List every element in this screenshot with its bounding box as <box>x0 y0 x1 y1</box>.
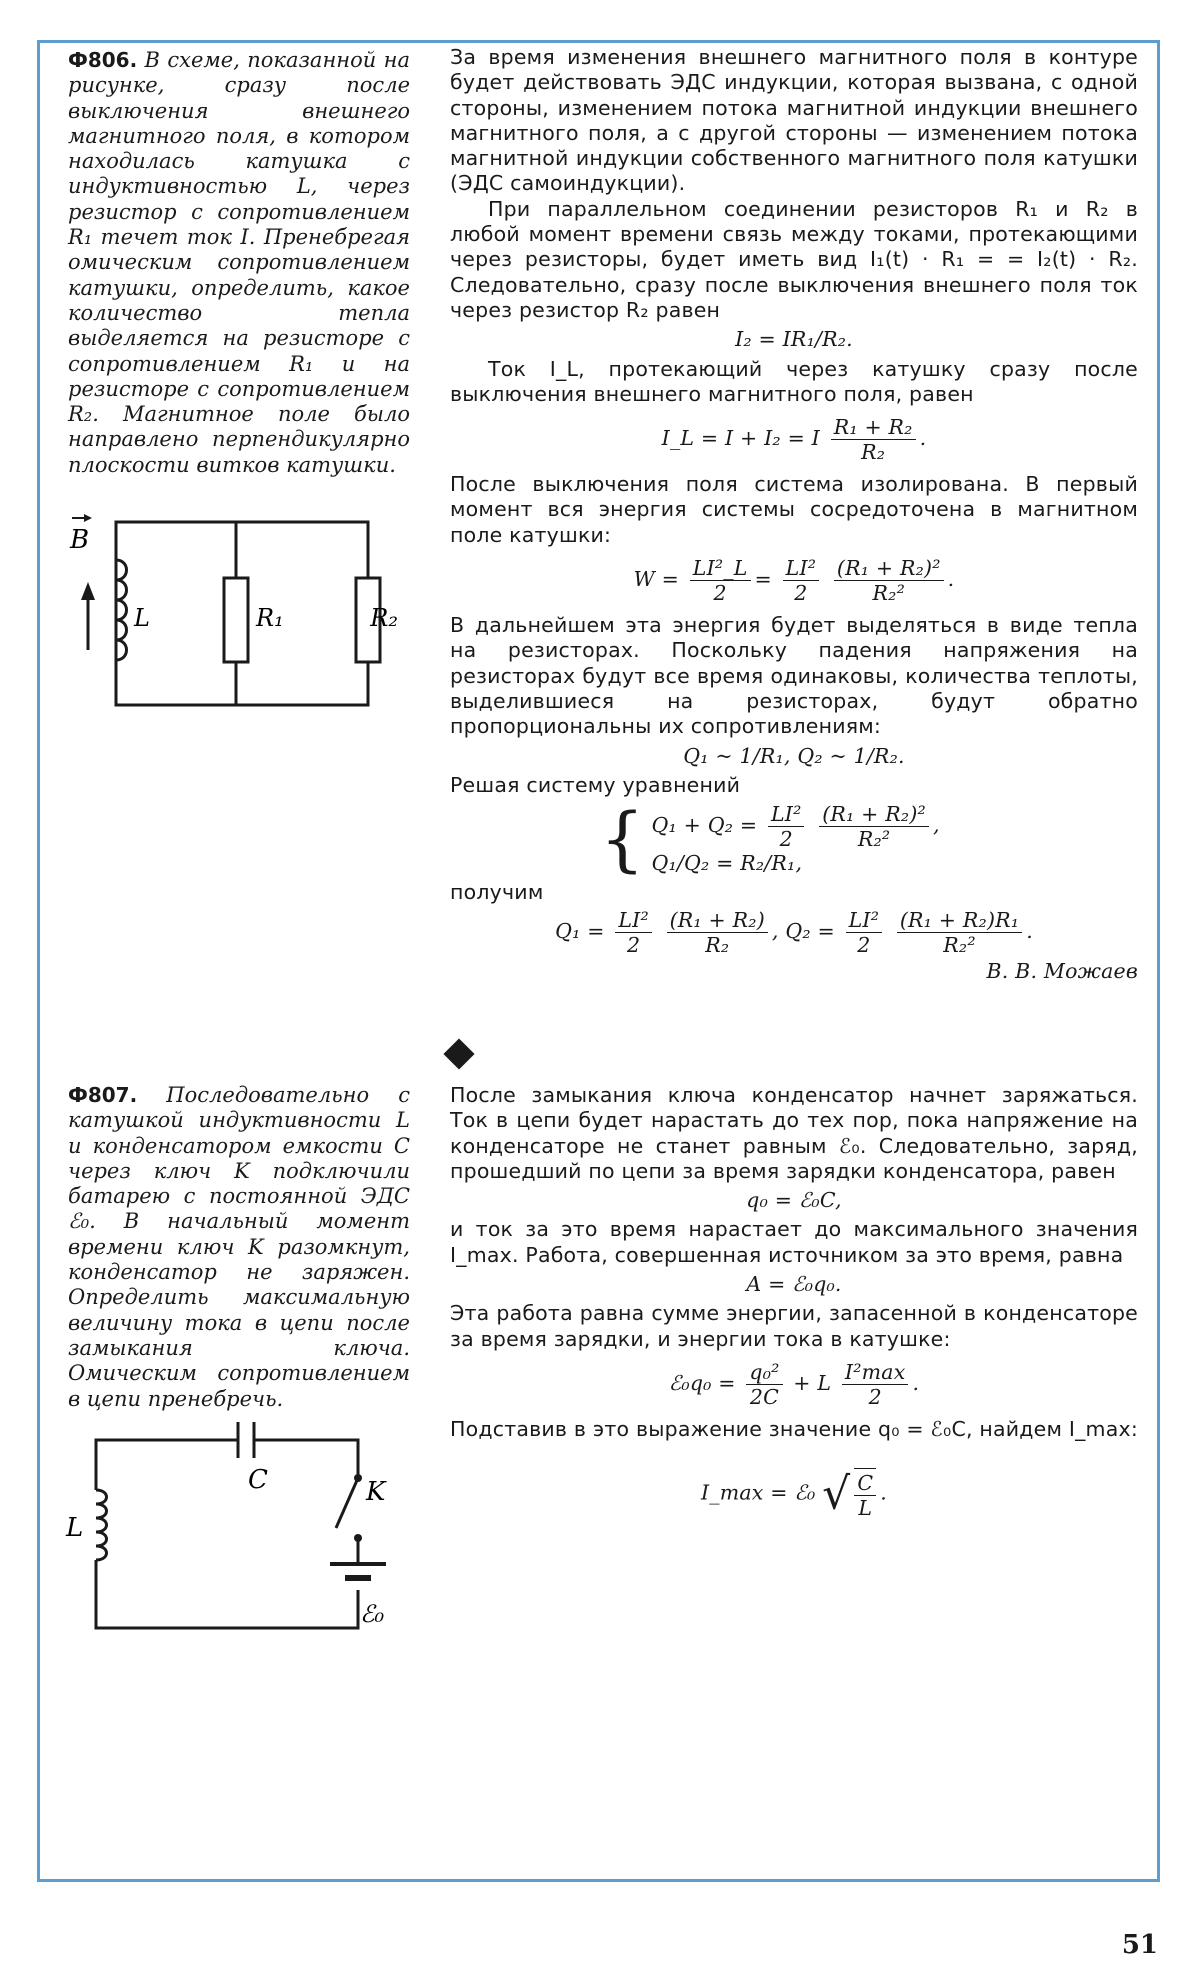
eq806-1: I₂ = IR₁/R₂. <box>735 327 853 352</box>
sol806-p1: За время изменения внешнего магнитного поля в контуре будет действовать ЭДС индукции, которая вызвана, с одной стороны, изменением потока магнитной индукции внешнего магнитного поля, а с другой стороны — изменением потока магнитной индукции собственного магнитного поля катушки (ЭДС самоиндукции). <box>450 45 1138 196</box>
sol806-p5: В дальнейшем эта энергия будет выделяться в виде тепла на резисторах. Поскольку падения напряжения на резисторах будут все время одинаковы, количества теплоты, выделившиеся на резисторах, будут обратно пропорциональны их сопротивлениям: <box>450 613 1138 739</box>
eq806-4: Q₁ ~ 1/R₁, Q₂ ~ 1/R₂. <box>683 743 905 768</box>
sol806-p7: получим <box>450 880 544 905</box>
eq807-3: ℰ₀q₀ = $\frac{\text{q₀²}}{2C}$ + L $\frac{\text{I²max}}{2}$ . <box>668 1359 920 1409</box>
problem-806-text: В схеме, показанной на рисунке, сразу после выключения внешнего магнитного поля, в котором находилась катушка с индуктивностью L, через резистор с сопротивлением R₁ течет ток I. Пренебрегая омическим сопротивлением катушки, определить, какое количество тепла выделяется на резисторе с сопротивлением R₁ и на резисторе с сопротивлением R₂. Магнитное поле было направлено перпендикулярно плоскости витков катушки. <box>68 48 410 477</box>
resistor-r1 <box>224 578 248 662</box>
sol807-p4: Подставив в это выражение значение q₀ = ℰ₀C, найдем I_max: <box>450 1416 1138 1441</box>
eq806-system: { Q₁ + Q₂ = $\frac{\text{LI²}}{2}$ $\frac{\text{(R₁ + R₂)²}}{\text{R₂²}}$ , Q₁/Q₂ = R₂/R₁, <box>600 798 940 881</box>
sol807-p2: и ток за это время нарастает до максимального значения I_max. Работа, совершенная источником за это время, равна <box>450 1217 1138 1267</box>
circuit-diagram-807 <box>60 1400 400 1650</box>
inductor-807-coil <box>96 1490 107 1560</box>
sol806-p4: После выключения поля система изолирована. В первый момент вся энергия системы сосредоточена в магнитном поле катушки: <box>450 472 1138 547</box>
page-number: 51 <box>1121 1930 1158 1960</box>
sol806-p6: Решая систему уравнений <box>450 772 741 797</box>
problem-806-statement <box>68 48 410 478</box>
author-806: В. В. Можаев <box>986 958 1138 983</box>
circuit-807-wire-a <box>96 1560 358 1628</box>
eq807-1: q₀ = ℰ₀C, <box>746 1188 842 1213</box>
label-k: K <box>366 1477 386 1507</box>
label-r1: R₁ <box>256 604 284 632</box>
problem-807-text: Последовательно с катушкой индуктивности L и конденсатором емкости C через ключ K подключили батарею с постоянной ЭДС ℰ₀. В начальный момент времени ключ K разомкнут, конденсатор не заряжен. Определить максимальную величину тока в цепи после замыкания ключа. Омическим сопротивлением в цепи пренебречь. <box>68 1083 410 1411</box>
label-c: C <box>248 1465 268 1495</box>
field-arrow-head <box>81 582 95 600</box>
problem-807-label: Ф807. <box>68 1083 138 1107</box>
eq807-4: I_max = ℰ₀ √ $\frac{C}{L}$ . <box>701 1468 887 1521</box>
sol806-p2: При параллельном соединении резисторов R₁ и R₂ в любой момент времени связь между токами, протекающими через резисторы, будет иметь вид I₁(t) · R₁ = = I₂(t) · R₂. Следовательно, сразу после выключения внешнего поля ток через резистор R₂ равен <box>450 196 1138 322</box>
eq806-3: W = $\frac{\text{LI²\_L}}{2}$ = $\frac{\text{LI²}}{2}$ $\frac{\text{(R₁ + R₂)²}}{\text{R₂²}}$ . <box>633 556 955 606</box>
sol807-p3: Эта работа равна сумме энергии, запасенной в конденсаторе за время зарядки, и энергии тока в катушке: <box>450 1301 1138 1351</box>
label-b: B <box>70 525 90 555</box>
solution-806 <box>450 45 1138 984</box>
sol807-p1: После замыкания ключа конденсатор начнет заряжаться. Ток в цепи будет нарастать до тех пор, пока напряжение на конденсаторе не станет равным ℰ₀. Следовательно, заряд, прошедший по цепи за время зарядки конденсатора, равен <box>450 1083 1138 1183</box>
sol806-p3: Ток I_L, протекающий через катушку сразу после выключения внешнего магнитного поля, равен <box>450 356 1138 406</box>
eq806-2: I_L = I + I₂ = I $\frac{\text{R₁ + R₂}}{\text{R₂}}$ . <box>661 415 927 465</box>
circuit-806-wires <box>116 522 368 705</box>
inductor-coil <box>116 560 127 660</box>
eq807-2: A = ℰ₀q₀. <box>746 1272 842 1297</box>
eq806-result: Q₁ = $\frac{\text{LI²}}{2}$ $\frac{\text{(R₁ + R₂)}}{\text{R₂}}$ , Q₂ = $\frac{\text{LI²}}{2}$ $\frac{\text{(R₁ + R₂)R₁}}{\text{R₂²}}$ . <box>555 907 1033 957</box>
circuit-diagram-806 <box>60 500 400 720</box>
label-l: L <box>134 604 150 632</box>
label-r2: R₂ <box>370 604 398 632</box>
solution-807 <box>450 1083 1138 1546</box>
key-blade <box>336 1478 358 1528</box>
label-emf: ℰ₀ <box>360 1600 385 1628</box>
circuit-807-wire-b <box>96 1440 358 1490</box>
problem-807-statement <box>68 1083 410 1412</box>
problem-806-label: Ф806. <box>68 48 138 72</box>
label-l-807: L <box>66 1513 84 1543</box>
